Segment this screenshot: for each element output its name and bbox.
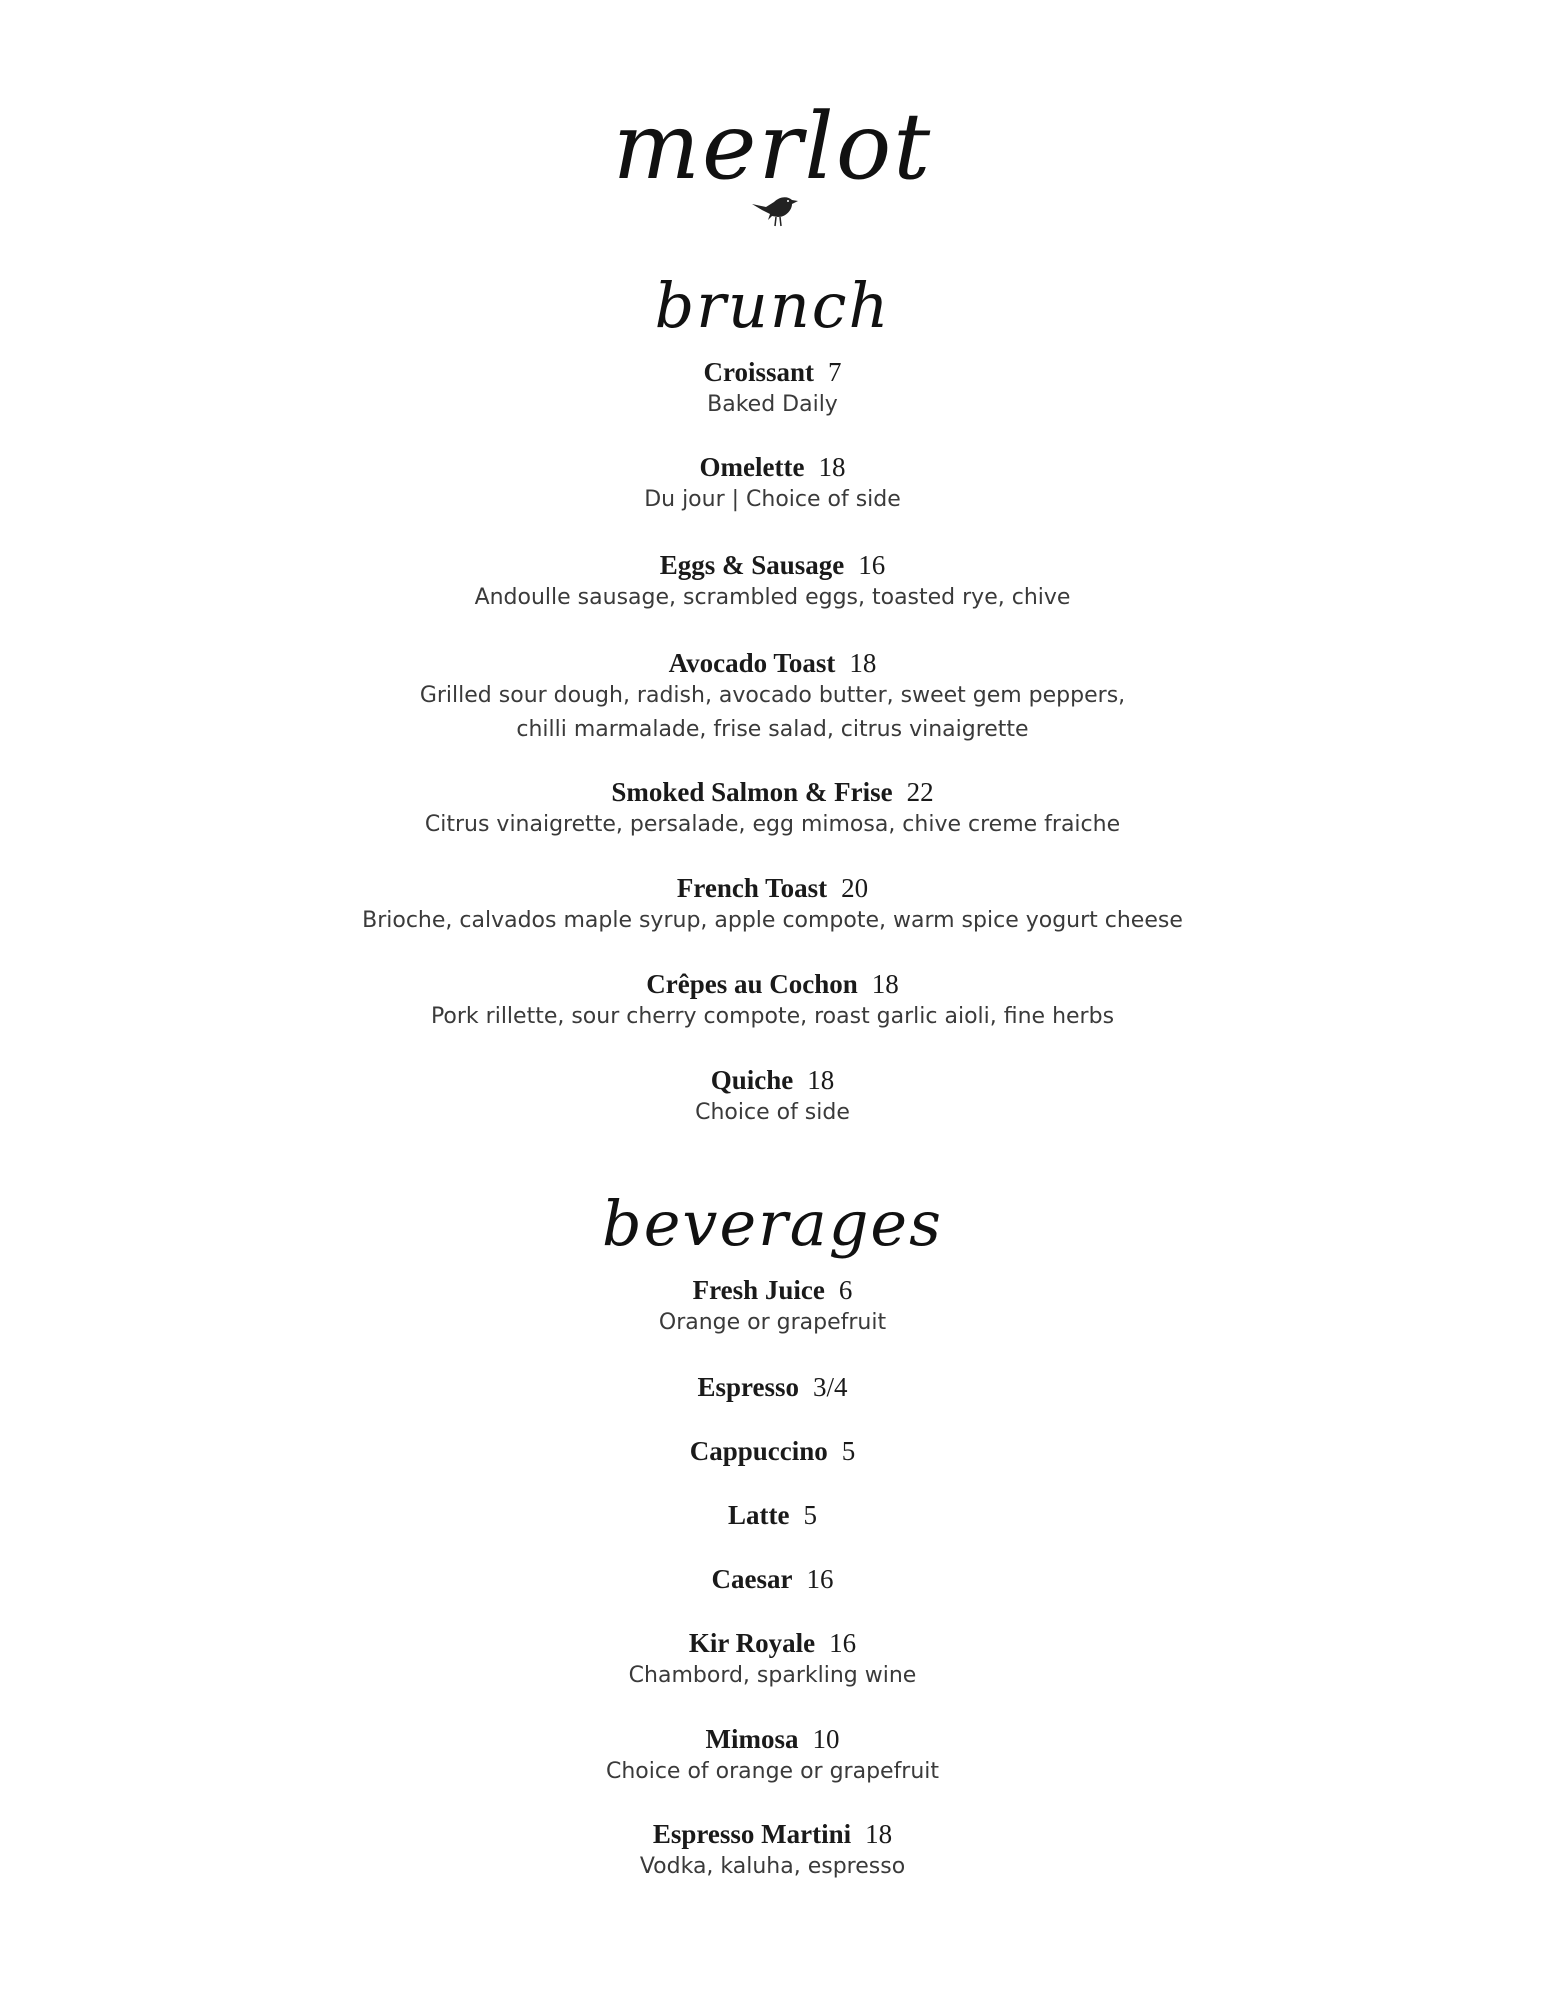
item-price: 16: [829, 1628, 857, 1658]
item-description: Du jour | Choice of side: [644, 487, 901, 512]
item-price: 18: [865, 1819, 893, 1849]
item-price: 5: [803, 1500, 817, 1530]
item-name: Avocado Toast: [668, 648, 836, 678]
item-description: Pork rillette, sour cherry compote, roast garlic aioli, fine herbs: [430, 1004, 1115, 1029]
item-price: 22: [906, 777, 934, 807]
brunch-heading: brunch: [654, 269, 891, 342]
menu-item: [0, 1371, 1545, 1403]
item-name: Fresh Juice: [692, 1275, 825, 1305]
menu-item: [0, 1563, 1545, 1595]
item-price: 10: [812, 1724, 840, 1754]
item-description: chilli marmalade, frise salad, citrus vinaigrette: [516, 717, 1029, 742]
menu-item: [0, 647, 1545, 747]
item-price: 18: [849, 648, 877, 678]
menu-item: [0, 968, 1545, 1034]
menu-item: [0, 1818, 1545, 1884]
menu-item: [0, 356, 1545, 422]
item-name: Smoked Salmon & Frise: [611, 777, 893, 807]
item-description: Choice of side: [695, 1100, 850, 1125]
item-price: 5: [841, 1436, 856, 1466]
menu-item: [0, 1627, 1545, 1693]
item-price: 3/4: [813, 1372, 848, 1402]
menu-item: [0, 549, 1545, 615]
item-name: Mimosa: [705, 1724, 799, 1754]
item-price: 18: [818, 452, 846, 482]
item-description: Citrus vinaigrette, persalade, egg mimosa, chive creme fraiche: [424, 812, 1121, 837]
menu-item: [0, 1435, 1545, 1467]
item-price: 16: [858, 550, 886, 580]
item-name: Kir Royale: [688, 1628, 816, 1658]
item-description: Brioche, calvados maple syrup, apple compote, warm spice yogurt cheese: [362, 908, 1183, 933]
item-name: Omelette: [699, 452, 805, 482]
item-price: 7: [828, 357, 842, 387]
item-price: 20: [841, 873, 869, 903]
menu-item: [0, 451, 1545, 517]
item-name: French Toast: [676, 873, 828, 903]
item-name: Latte: [728, 1500, 790, 1530]
item-description: Baked Daily: [707, 392, 838, 417]
item-name: Espresso Martini: [652, 1819, 852, 1849]
menu-item: [0, 1064, 1545, 1130]
item-name: Quiche: [710, 1065, 794, 1095]
item-description: Orange or grapefruit: [658, 1310, 887, 1335]
beverages-heading: beverages: [602, 1187, 943, 1260]
item-description: Choice of orange or grapefruit: [605, 1759, 940, 1784]
item-name: Eggs & Sausage: [659, 550, 845, 580]
item-price: 18: [807, 1065, 835, 1095]
menu-item: [0, 776, 1545, 842]
menu-item: [0, 872, 1545, 938]
item-description: Andoulle sausage, scrambled eggs, toasted rye, chive: [474, 585, 1071, 610]
restaurant-logo: merlot: [612, 93, 933, 200]
item-price: 6: [838, 1275, 853, 1305]
item-name: Croissant: [703, 357, 815, 387]
item-name: Caesar: [711, 1564, 793, 1594]
item-description: Grilled sour dough, radish, avocado butter, sweet gem peppers,: [419, 683, 1126, 708]
item-name: Cappuccino: [689, 1436, 828, 1466]
bird-icon: [750, 190, 800, 230]
menu-item: [0, 1499, 1545, 1531]
item-name: Crêpes au Cochon: [646, 969, 858, 999]
item-description: Vodka, kaluha, espresso: [639, 1854, 906, 1879]
item-price: 16: [806, 1564, 834, 1594]
item-name: Espresso: [697, 1372, 799, 1402]
menu-item: [0, 1274, 1545, 1340]
item-description: Chambord, sparkling wine: [628, 1663, 917, 1688]
menu-item: [0, 1723, 1545, 1789]
item-price: 18: [871, 969, 899, 999]
